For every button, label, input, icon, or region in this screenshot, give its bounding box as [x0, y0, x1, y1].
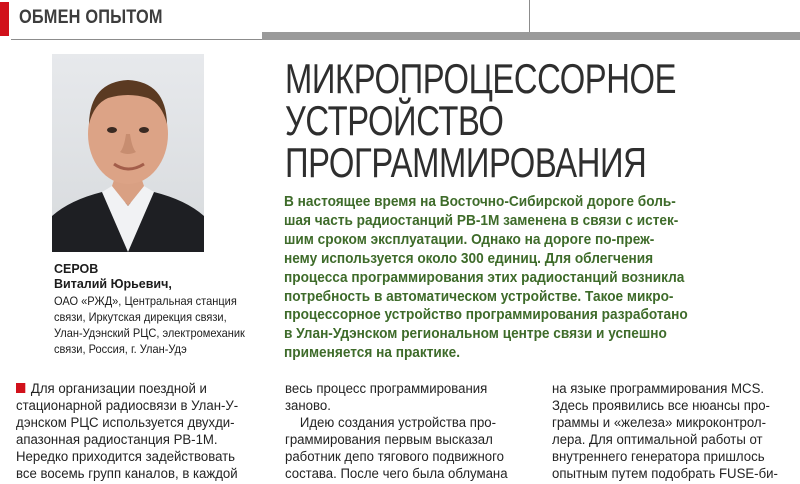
- body-line: апазонная радиостанция РВ-1М.: [16, 432, 218, 449]
- author-surname: СЕРОВ: [54, 262, 99, 276]
- body-line: стационарной радиосвязи в Улан-У-: [16, 398, 239, 415]
- body-line: на языке программирования MCS.: [552, 381, 765, 397]
- body-line: опытным путем подобрать FUSE-би-: [552, 466, 778, 483]
- body-line: весь процесс программирования: [285, 381, 488, 397]
- article-lead: [284, 193, 800, 363]
- author-info: [54, 262, 254, 358]
- author-name: Виталий Юрьевич,: [54, 277, 172, 292]
- rubric-marker: [0, 2, 9, 36]
- author-photo: [52, 54, 204, 252]
- author-affiliation-line: связи, Россия, г. Улан-Удэ: [54, 342, 187, 357]
- header-grey-bar: [262, 32, 800, 40]
- body-column-3: [552, 381, 795, 484]
- author-affiliation-line: связи, Иркутская дирекция связи,: [54, 309, 227, 324]
- lead-line: шим сроком эксплуатации. Однако на дороге по-преж-: [284, 231, 655, 248]
- body-line: состава. После чего была облумана: [285, 466, 508, 483]
- body-line: Здесь проявились все нюансы про-: [552, 398, 770, 415]
- lead-line: В настоящее время на Восточно-Сибирской дороге боль-: [284, 194, 676, 210]
- body-line: лера. Для оптимальной работы от: [552, 432, 763, 449]
- body-line: граммирования первым высказал: [285, 432, 493, 449]
- body-line: Идею создания устройства про-: [299, 415, 497, 432]
- author-affiliation-line: ОАО «РЖД», Центральная станция: [54, 293, 237, 308]
- lead-line: в Улан-Удэнском региональном центре связи и успешно: [284, 326, 667, 343]
- body-line-text: Для организации поездной и: [30, 381, 207, 397]
- title-line: МИКРОПРОЦЕССОРНОЕ: [285, 55, 677, 102]
- body-line: все восемь групп каналов, в каждой: [16, 466, 238, 483]
- author-portrait-image: [52, 54, 204, 252]
- body-line-first: [16, 381, 238, 398]
- lead-line: процессорное устройство программирования разработано: [284, 307, 688, 324]
- body-line: работник депо тягового подвижного: [285, 449, 504, 466]
- lead-line: шая часть радиостанций РВ-1М заменена в связи с истек-: [284, 212, 679, 229]
- body-column-2: [285, 381, 524, 484]
- lead-line: процесса программирования этих радиостанций возникла: [284, 269, 685, 286]
- author-affiliation-line: Улан-Удэнский РЦС, электромеханик: [54, 326, 245, 341]
- body-line: внутреннего генератора пришлось: [552, 449, 765, 466]
- lead-line: нему используется около 300 единиц. Для облегчения: [284, 250, 654, 267]
- body-line: граммы и «железа» микроконтрол-: [552, 415, 766, 432]
- body-line: Нередко приходится задействовать: [16, 449, 236, 466]
- article-title: [285, 55, 677, 186]
- lead-line: применяется на практике.: [284, 345, 461, 362]
- lead-line: потребность в автоматическом устройстве. Такое микро-: [284, 288, 674, 305]
- body-line: заново.: [285, 398, 331, 415]
- title-line: ПРОГРАММИРОВАНИЯ: [285, 139, 647, 186]
- body-line: дэнском РЦС используется двухди-: [16, 415, 235, 432]
- rubric-title: ОБМЕН ОПЫТОМ: [19, 7, 163, 28]
- paragraph-bullet-icon: [16, 383, 25, 393]
- title-line: УСТРОЙСТВО: [285, 97, 504, 144]
- body-column-1: [16, 381, 255, 484]
